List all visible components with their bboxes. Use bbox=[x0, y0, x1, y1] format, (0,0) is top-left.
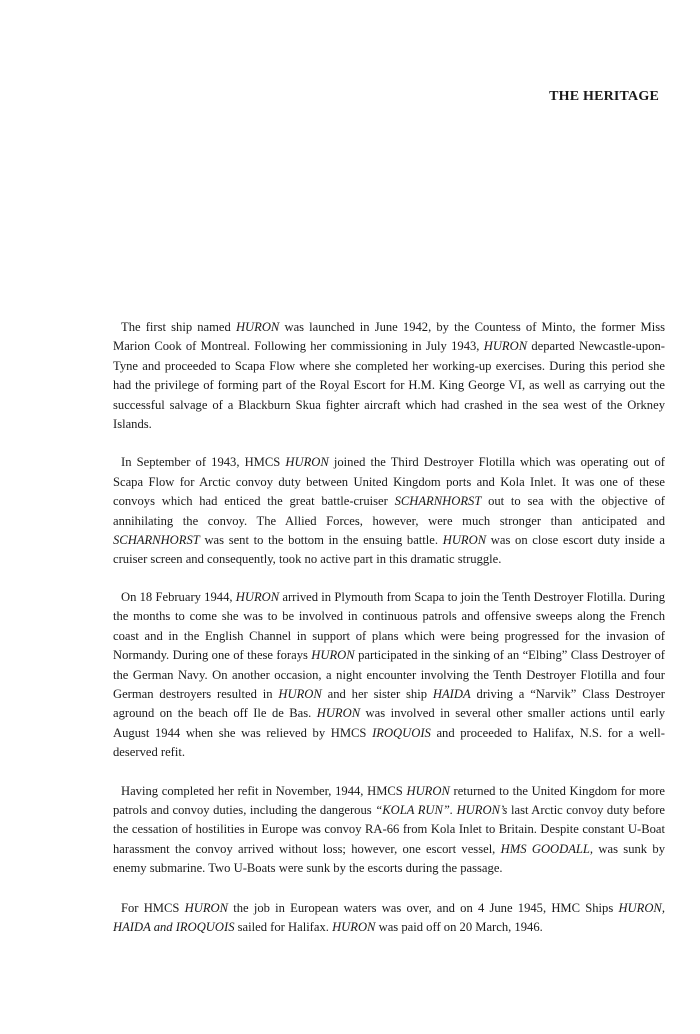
text-run: Having completed her refit in November, 1944, HMCS bbox=[121, 783, 407, 798]
text-run: For HMCS bbox=[121, 900, 185, 915]
text-run: was involved in several other smaller actions until early August 1944 when she was relieved by HMCS bbox=[113, 706, 665, 740]
italic-text-run: HMS GOODALL, bbox=[500, 841, 594, 856]
paragraph-2 bbox=[113, 453, 665, 569]
text-run: The first ship named bbox=[121, 320, 236, 334]
text-run: out to sea with the objective of annihilating the convoy. The Allied Forces, however, were much stronger than anticipated and bbox=[113, 494, 665, 528]
paragraph-1 bbox=[113, 318, 665, 434]
text-run: and her sister ship bbox=[321, 686, 433, 701]
text-run: arrived in Plymouth from Scapa to join the Tenth Destroyer Flotilla. During the months to come she was to be involved in continuous patrols and offensive sweeps along the French coast and in the English Channel in support of plans which were being progressed for the invasion of Normandy. During one of these forays bbox=[113, 589, 665, 663]
text-run: sailed for Halifax. bbox=[234, 919, 333, 934]
text-run: was sent to the bottom in the ensuing battle. bbox=[199, 533, 443, 548]
text-run: In September of 1943, HMCS bbox=[121, 455, 286, 470]
text-run: departed Newcastle-upon-Tyne and proceeded to Scapa Flow where she completed her working-up exercises. During this period she had the privilege of forming part of the Royal Escort for H.M. King George VI, as well as carrying out the successful salvage of a Blackburn Skua fighter aircraft which had crashed in the sea west of the Orkney Islands. bbox=[113, 339, 666, 432]
italic-text-run: HURON bbox=[406, 783, 450, 798]
text-run: driving a “Narvik” Class Destroyer aground on the beach off Ile de Bas. bbox=[113, 686, 665, 721]
text-run: joined the Third Destroyer Flotilla which was operating out of Scapa Flow for Arctic convoy duty between United Kingdom ports and Kola Inlet. It was one of these convoys which had enticed the great battle-cruiser bbox=[113, 455, 665, 509]
text-run: last Arctic convoy duty before the cessation of hostilities in Europe was convoy RA-66 from Kola Inlet to Britain. Despite constant U-Boat harassment the convoy arrived without loss; however, one escort vessel, bbox=[113, 802, 665, 856]
text-run: participated in the sinking of an “Elbing” Class Destroyer of the German Navy. On another occasion, a night encounter involving the Tenth Destroyer Flotilla and four German destroyers resulted in bbox=[113, 648, 665, 701]
paragraph-5 bbox=[113, 899, 665, 938]
document-body bbox=[113, 318, 665, 956]
italic-text-run: HURON bbox=[483, 339, 528, 354]
text-run: was sunk by enemy submarine. Two U-Boats were sunk by the escorts during the passage. bbox=[113, 841, 665, 876]
italic-text-run: HURON bbox=[235, 589, 280, 604]
italic-text-run: IROQUOIS bbox=[372, 725, 431, 740]
italic-text-run: SCHARNHORST bbox=[113, 533, 200, 548]
italic-text-run: HURON bbox=[332, 919, 376, 934]
italic-text-run: HURON bbox=[184, 900, 229, 915]
italic-text-run: HURON, HAIDA and IROQUOIS bbox=[113, 900, 665, 934]
italic-text-run: “KOLA RUN”. HURON’s bbox=[375, 802, 508, 817]
text-run: was on close escort duty inside a cruiser screen and consequently, took no active part in this dramatic struggle. bbox=[113, 533, 666, 567]
italic-text-run: HURON bbox=[442, 533, 487, 548]
paragraph-4 bbox=[113, 782, 665, 879]
italic-text-run: SCHARNHORST bbox=[394, 494, 482, 509]
text-run: On 18 February 1944, bbox=[121, 589, 236, 604]
italic-text-run: HURON bbox=[278, 686, 322, 701]
text-run: the job in European waters was over, and on 4 June 1945, HMC Ships bbox=[228, 900, 619, 915]
page-title: THE HERITAGE bbox=[549, 89, 659, 104]
italic-text-run: HAIDA bbox=[432, 686, 471, 701]
paragraph-3 bbox=[113, 588, 665, 763]
italic-text-run: HURON bbox=[235, 320, 280, 334]
text-run: was paid off on 20 March, 1946. bbox=[375, 919, 543, 934]
text-run: returned to the United Kingdom for more patrols and convoy duties, including the dangerous bbox=[113, 783, 666, 817]
italic-text-run: HURON bbox=[316, 706, 361, 721]
text-run: was launched in June 1942, by the Countess of Minto, the former Miss Marion Cook of Montreal. Following her commissioning in July 1943, bbox=[113, 320, 665, 354]
italic-text-run: HURON bbox=[285, 455, 329, 470]
text-run: and proceeded to Halifax, N.S. for a well-deserved refit. bbox=[113, 725, 665, 760]
italic-text-run: HURON bbox=[311, 648, 355, 663]
